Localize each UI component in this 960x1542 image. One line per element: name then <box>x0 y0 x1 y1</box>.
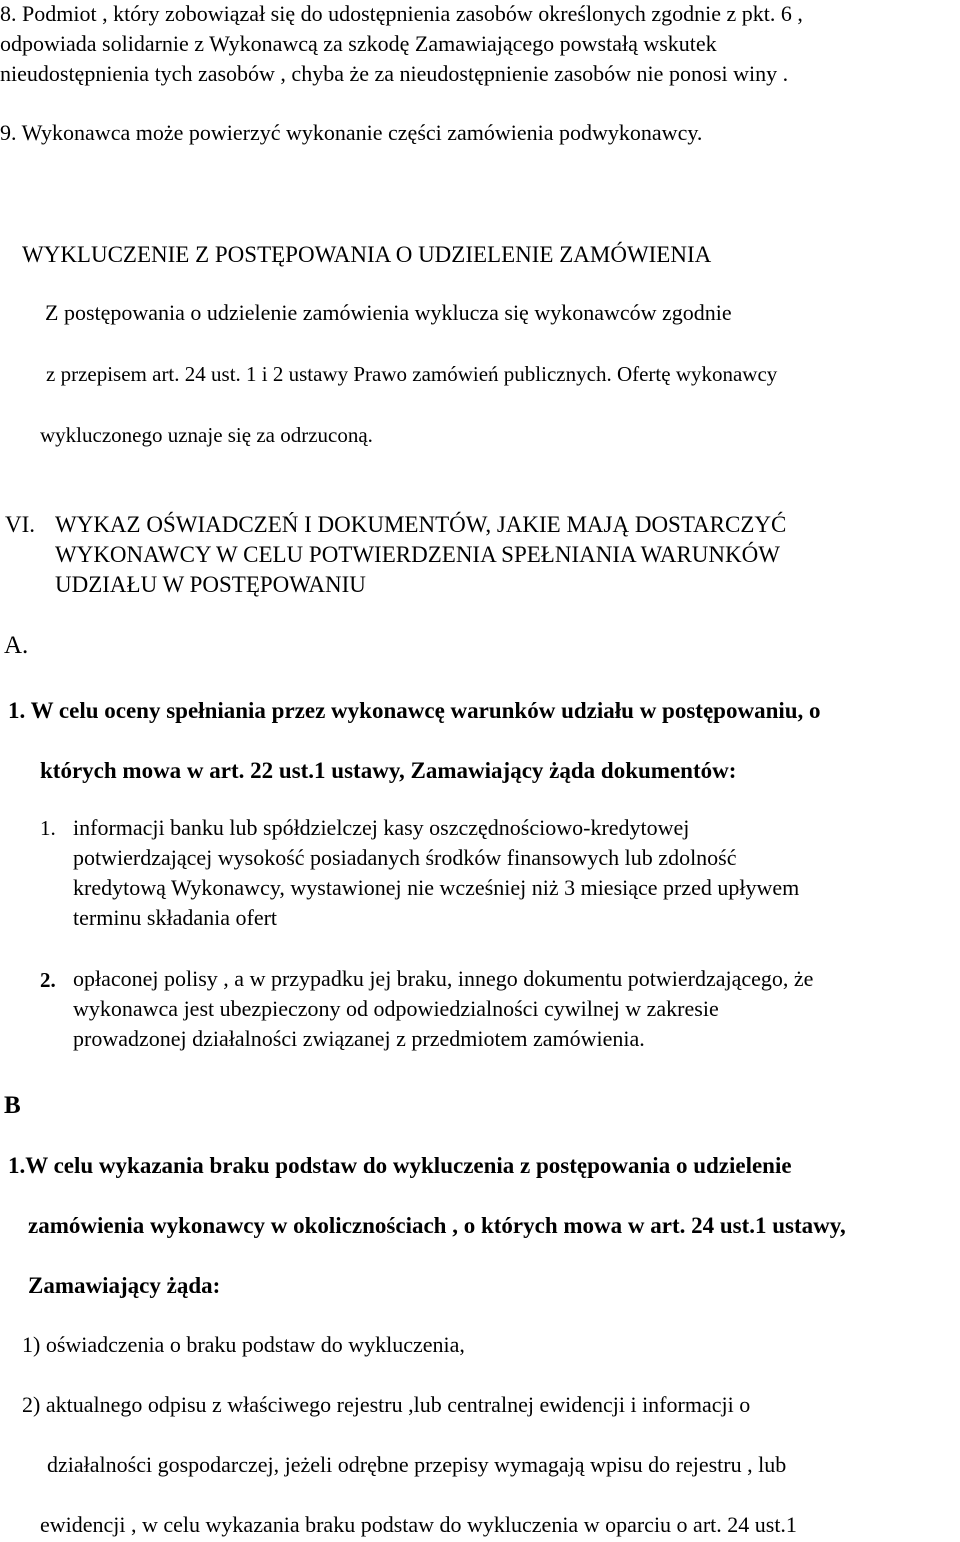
part-a-item-2-number: 2. <box>40 968 56 992</box>
part-b-item-2-line-1: 2) aktualnego odpisu z właściwego rejestru ,lub centralnej ewidencji i informacji o <box>22 1392 751 1417</box>
part-a-point-1-line-2: których mowa w art. 22 ust.1 ustawy, Zamawiający żąda dokumentów: <box>40 758 737 783</box>
part-a-item-2-line-1: opłaconej polisy , a w przypadku jej braku, innego dokumentu potwierdzającego, że <box>73 966 814 991</box>
part-a-item-1-number: 1. <box>40 816 56 840</box>
exclusion-line-1: Z postępowania o udzielenie zamówienia wyklucza się wykonawców zgodnie <box>45 300 732 325</box>
part-a-item-1-line-4: terminu składania ofert <box>73 905 278 930</box>
section-8-line-2: odpowiada solidarnie z Wykonawcą za szkodę Zamawiającego powstałą wskutek <box>0 31 717 56</box>
section-vi-number: VI. <box>5 512 36 537</box>
part-a-item-2-line-2: wykonawca jest ubezpieczony od odpowiedzialności cywilnej w zakresie <box>73 996 719 1021</box>
section-vi-heading-line-3: UDZIAŁU W POSTĘPOWANIU <box>55 572 366 597</box>
section-8-line-1: 8. Podmiot , który zobowiązał się do udostępnienia zasobów określonych zgodnie z pkt. 6 , <box>0 1 803 26</box>
part-a-item-1-line-2: potwierdzającej wysokość posiadanych środków finansowych lub zdolność <box>73 845 737 870</box>
exclusion-line-3: wykluczonego uznaje się za odrzuconą. <box>40 423 373 447</box>
part-a-item-1-line-1: informacji banku lub spółdzielczej kasy oszczędnościowo-kredytowej <box>73 815 690 840</box>
part-b-label: B <box>4 1092 21 1119</box>
part-b-point-1-line-3: Zamawiający żąda: <box>28 1273 221 1298</box>
section-9-line: 9. Wykonawca może powierzyć wykonanie części zamówienia podwykonawcy. <box>0 120 703 145</box>
section-8-line-3: nieudostępnienia tych zasobów , chyba że za nieudostępnienie zasobów nie ponosi winy . <box>0 61 789 86</box>
part-a-point-1-line-1: 1. W celu oceny spełniania przez wykonawcę warunków udziału w postępowaniu, o <box>8 698 821 723</box>
part-a-item-2-line-3: prowadzonej działalności związanej z przedmiotem zamówienia. <box>73 1026 645 1051</box>
part-b-item-1: 1) oświadczenia o braku podstaw do wykluczenia, <box>22 1332 465 1357</box>
part-b-point-1-line-2: zamówienia wykonawcy w okolicznościach , o których mowa w art. 24 ust.1 ustawy, <box>28 1213 846 1238</box>
part-b-item-2-line-2: działalności gospodarczej, jeżeli odrębne przepisy wymagają wpisu do rejestru , lub <box>47 1452 787 1477</box>
part-a-item-1-line-3: kredytową Wykonawcy, wystawionej nie wcześniej niż 3 miesiące przed upływem <box>73 875 800 900</box>
part-a-label: A. <box>4 632 29 659</box>
exclusion-line-2: z przepisem art. 24 ust. 1 i 2 ustawy Prawo zamówień publicznych. Ofertę wykonawcy <box>46 362 778 386</box>
section-vi-heading-line-2: WYKONAWCY W CELU POTWIERDZENIA SPEŁNIANIA WARUNKÓW <box>55 542 780 567</box>
exclusion-heading: WYKLUCZENIE Z POSTĘPOWANIA O UDZIELENIE ZAMÓWIENIA <box>22 242 712 267</box>
part-b-item-2-line-3: ewidencji , w celu wykazania braku podstaw do wykluczenia w oparciu o art. 24 ust.1 <box>40 1512 797 1537</box>
section-vi-heading-line-1: WYKAZ OŚWIADCZEŃ I DOKUMENTÓW, JAKIE MAJĄ DOSTARCZYĆ <box>55 512 787 537</box>
part-b-point-1-line-1: 1.W celu wykazania braku podstaw do wykluczenia z postępowania o udzielenie <box>8 1153 792 1178</box>
